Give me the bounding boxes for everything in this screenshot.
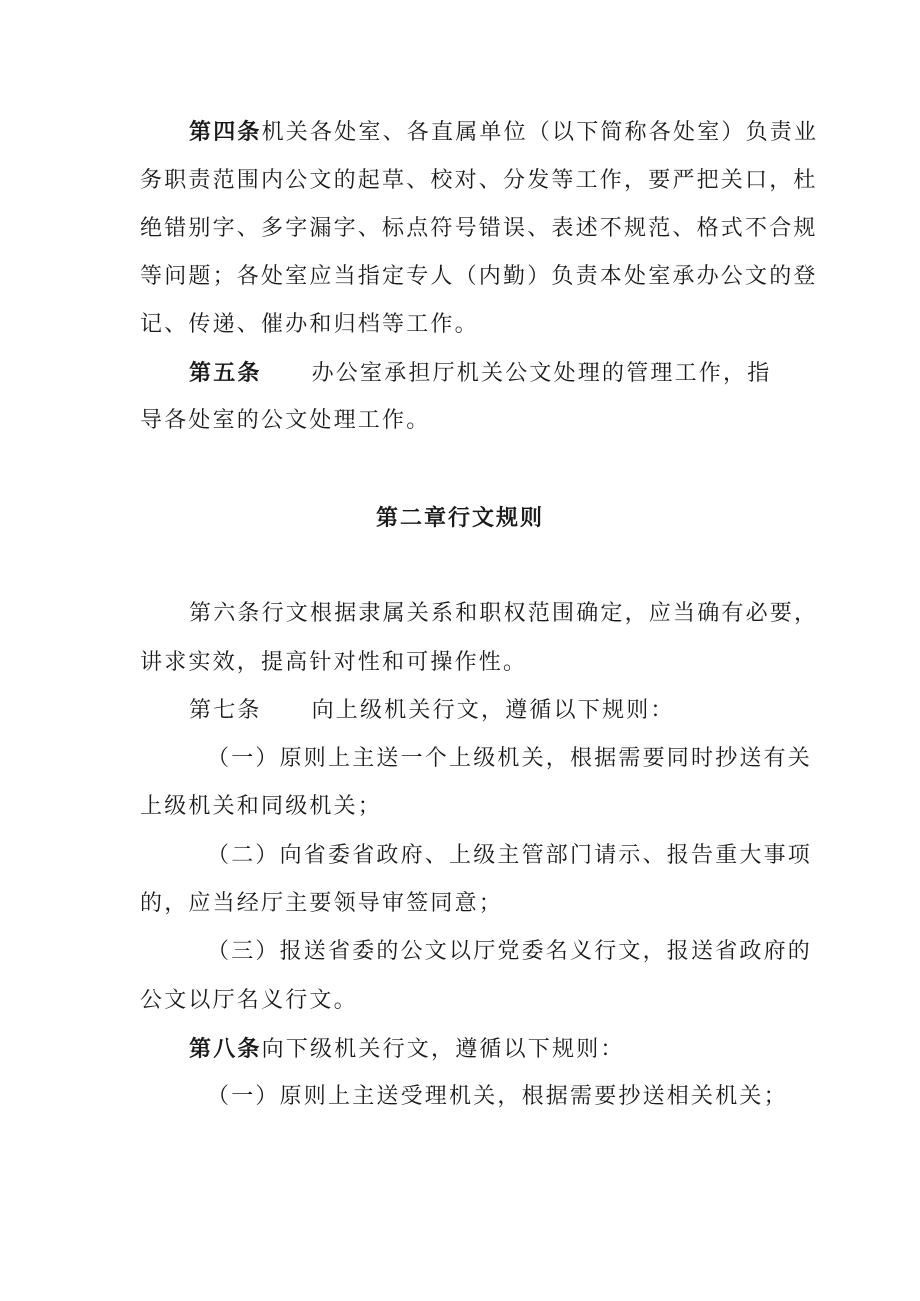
article-7-label: 第七条: [189, 698, 262, 723]
article-7-item-1-line-1: （一）原则上主送一个上级机关，根据需要同时抄送有关: [207, 746, 813, 771]
article-7-intro: 向上级机关行文，遵循以下规则：: [311, 698, 675, 723]
chapter-2-heading: 第二章行文规则: [375, 505, 544, 531]
article-7-item-3-line-1: （三）报送省委的公文以厅党委名义行文，报送省政府的: [207, 939, 813, 964]
article-8-label: 第八条: [189, 1036, 262, 1062]
article-5-line-1: [189, 358, 771, 389]
article-4-line-2: 务职责范围内公文的起草、校对、分发等工作，要严把关口，杜: [140, 168, 818, 193]
article-7-item-2-line-1: （二）向省委省政府、上级主管部门请示、报告重大事项: [207, 843, 813, 868]
article-7-item-3-line-2: 公文以厅名义行文。: [140, 988, 358, 1013]
article-4-line-5: 记、传递、催办和归档等工作。: [140, 312, 479, 337]
article-8-intro: 向下级机关行文，遵循以下规则：: [261, 1037, 625, 1062]
article-5-text-1: 办公室承担厅机关公文处理的管理工作，指: [311, 361, 772, 386]
article-4-text-1: 机关各处室、各直属单位（以下简称各处室）负责业: [261, 120, 819, 145]
article-7-line-1: [189, 696, 675, 726]
article-7-item-2-line-2: 的，应当经厅主要领导审签同意；: [140, 891, 504, 916]
article-5-label: 第五条: [189, 360, 262, 386]
article-8-item-1: （一）原则上主送受理机关，根据需要抄送相关机关；: [207, 1084, 788, 1109]
article-4-line-1: [189, 117, 818, 148]
article-8-line-1: [189, 1034, 625, 1065]
article-5-line-2: 导各处室的公文处理工作。: [140, 408, 431, 433]
article-4-line-4: 等问题；各处室应当指定专人（内勤）负责本处室承办公文的登: [140, 264, 818, 289]
article-6-line-2: 讲求实效，提高针对性和可操作性。: [140, 650, 528, 675]
article-6-line-1: 第六条行文根据隶属关系和职权范围确定，应当确有必要，: [189, 601, 819, 626]
article-4-label: 第四条: [189, 119, 262, 145]
article-7-item-1-line-2: 上级机关和同级机关；: [140, 794, 383, 819]
article-4-line-3: 绝错别字、多字漏字、标点符号错误、表述不规范、格式不合规: [140, 216, 818, 241]
